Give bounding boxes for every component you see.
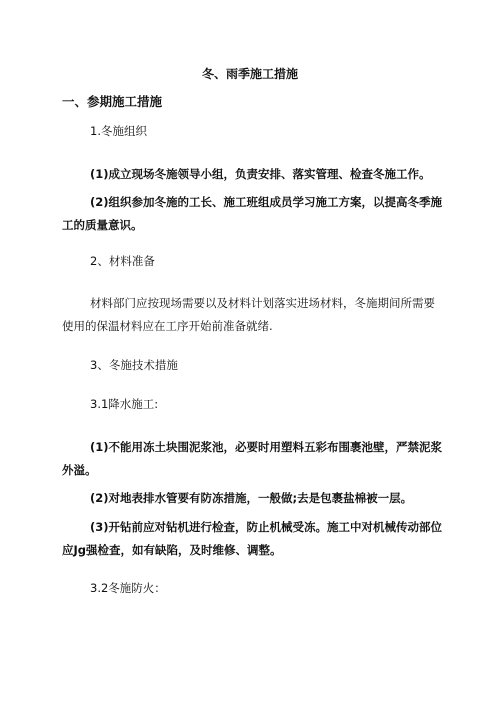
- paragraph-leadership-group: (1)成立现场冬施领导小组，负责安排、落实管理、检查冬施工作。: [90, 167, 431, 181]
- section-heading-winter: 一、参期施工措施: [62, 94, 163, 109]
- paragraph-drain-pipe: (2)对地表排水管要有防冻措施，一般做;去是包裹盐棉被一层。: [90, 491, 413, 505]
- heading-technical-measures: 3、冬施技术措施: [90, 358, 178, 372]
- heading-winter-organization: 1.冬施组织: [90, 124, 147, 138]
- paragraph-training: (2)组织参加冬施的工长、施工班组成员学习施工方案，以提高冬季施工的质量意识。: [62, 195, 443, 232]
- heading-fire-prevention: 3.2冬施防火：: [90, 581, 166, 595]
- paragraph-mud-pool: (1)不能用冻土块围泥浆池，必要时用塑料五彩布围裹池壁，严禁泥浆外溢。: [62, 440, 443, 477]
- heading-dewatering: 3.1降水施工:: [90, 397, 159, 411]
- paragraph-drill-inspection: (3)开钻前应对钻机进行检查，防止机械受冻。施工中对机械传动部位应Jg强检查，如有缺陷，及时维修、调整。: [62, 520, 443, 557]
- document-title: 冬、雨季施工措施: [201, 67, 298, 81]
- heading-material-preparation: 2、材料准备: [90, 254, 155, 268]
- paragraph-material-preparation: 材料部门应按现场需要以及材料计划落实进场材料，冬施期间所需要使用的保温材料应在工序开始前准备就绪.: [62, 296, 435, 333]
